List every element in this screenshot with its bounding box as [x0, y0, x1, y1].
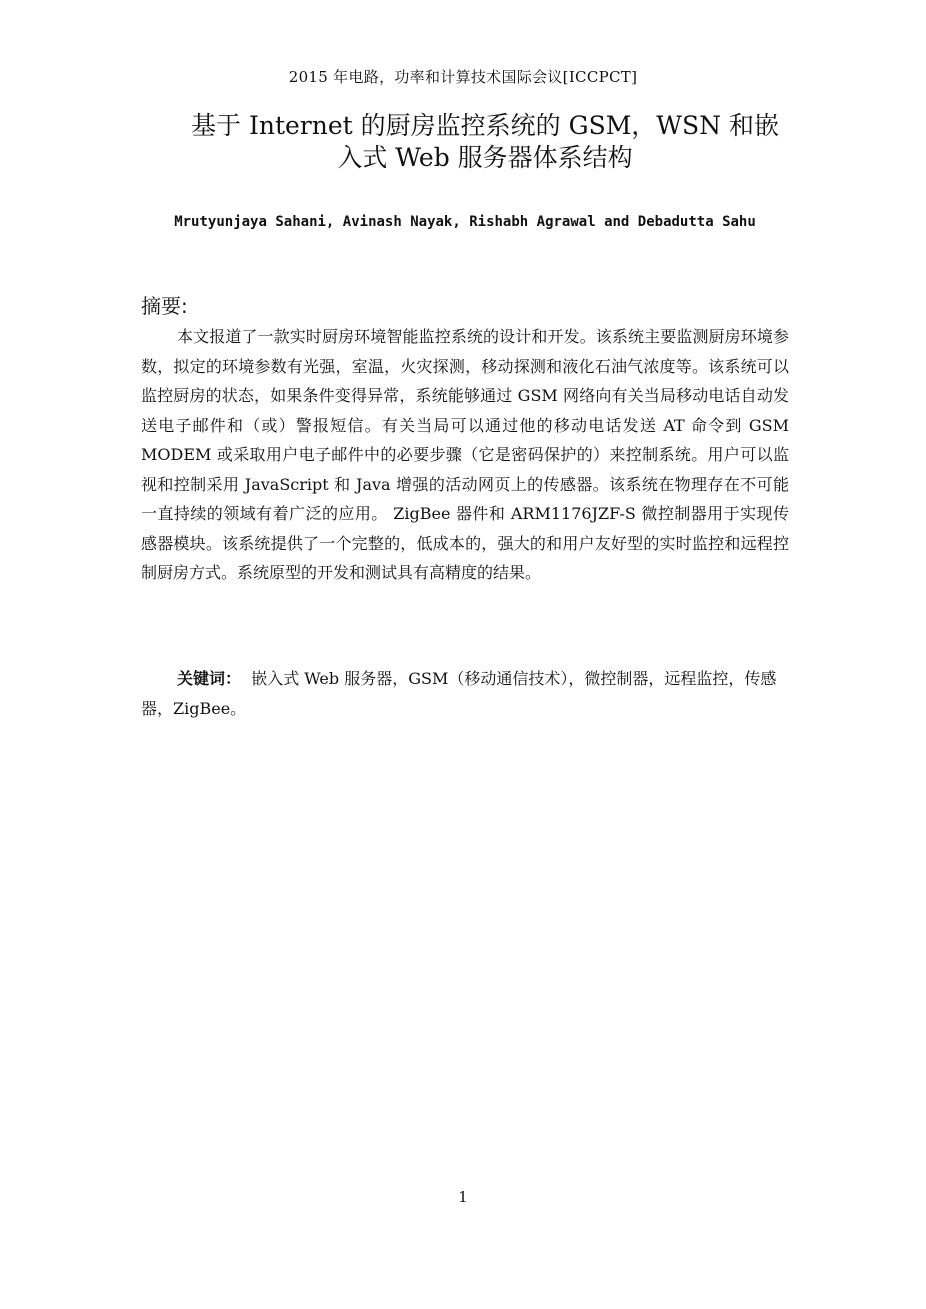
paper-title — [150, 110, 820, 174]
author-list: Mrutyunjaya Sahani, Avinash Nayak, Rishabh Agrawal and Debadutta Sahu — [174, 214, 756, 230]
keywords-label: 关键词： — [177, 669, 242, 688]
title-line-2: 入式 Web 服务器体系结构 — [337, 143, 633, 172]
keywords-text: 嵌入式 Web 服务器，GSM（移动通信技术），微控制器，远程监控，传感器，ZigBee。 — [141, 669, 777, 718]
title-line-1: 基于 Internet 的厨房监控系统的 GSM，WSN 和嵌 — [191, 111, 779, 140]
abstract-body: 本文报道了一款实时厨房环境智能监控系统的设计和开发。该系统主要监测厨房环境参数，拟定的环境参数有光强，室温，火灾探测，移动探测和液化石油气浓度等。该系统可以监控厨房的状态，如果条件变得异常，系统能够通过 GSM 网络向有关当局移动电话自动发送电子邮件和（或）警报短信。有关当局可以通过他的移动电话发送 AT 命令到 GSM MODEM 或采取用户电子邮件中的必要步骤（它是密码保护的）来控制系统。用户可以监视和控制采用 JavaScript 和 Java 增强的活动网页上的传感器。该系统在物理存在不可能一直持续的领域有着广泛的应用。 ZigBee 器件和 ARM1176JZF-S 微控制器用于实现传感器模块。该系统提供了一个完整的，低成本的，强大的和用户友好型的实时监控和远程控制厨房方式。系统原型的开发和测试具有高精度的结果。 — [141, 327, 789, 582]
abstract-heading: 摘要: — [141, 294, 188, 318]
conference-header: 2015 年电路，功率和计算技术国际会议[ICCPCT] — [288, 68, 638, 86]
page-number: 1 — [458, 1188, 468, 1206]
keywords-paragraph — [141, 664, 789, 724]
